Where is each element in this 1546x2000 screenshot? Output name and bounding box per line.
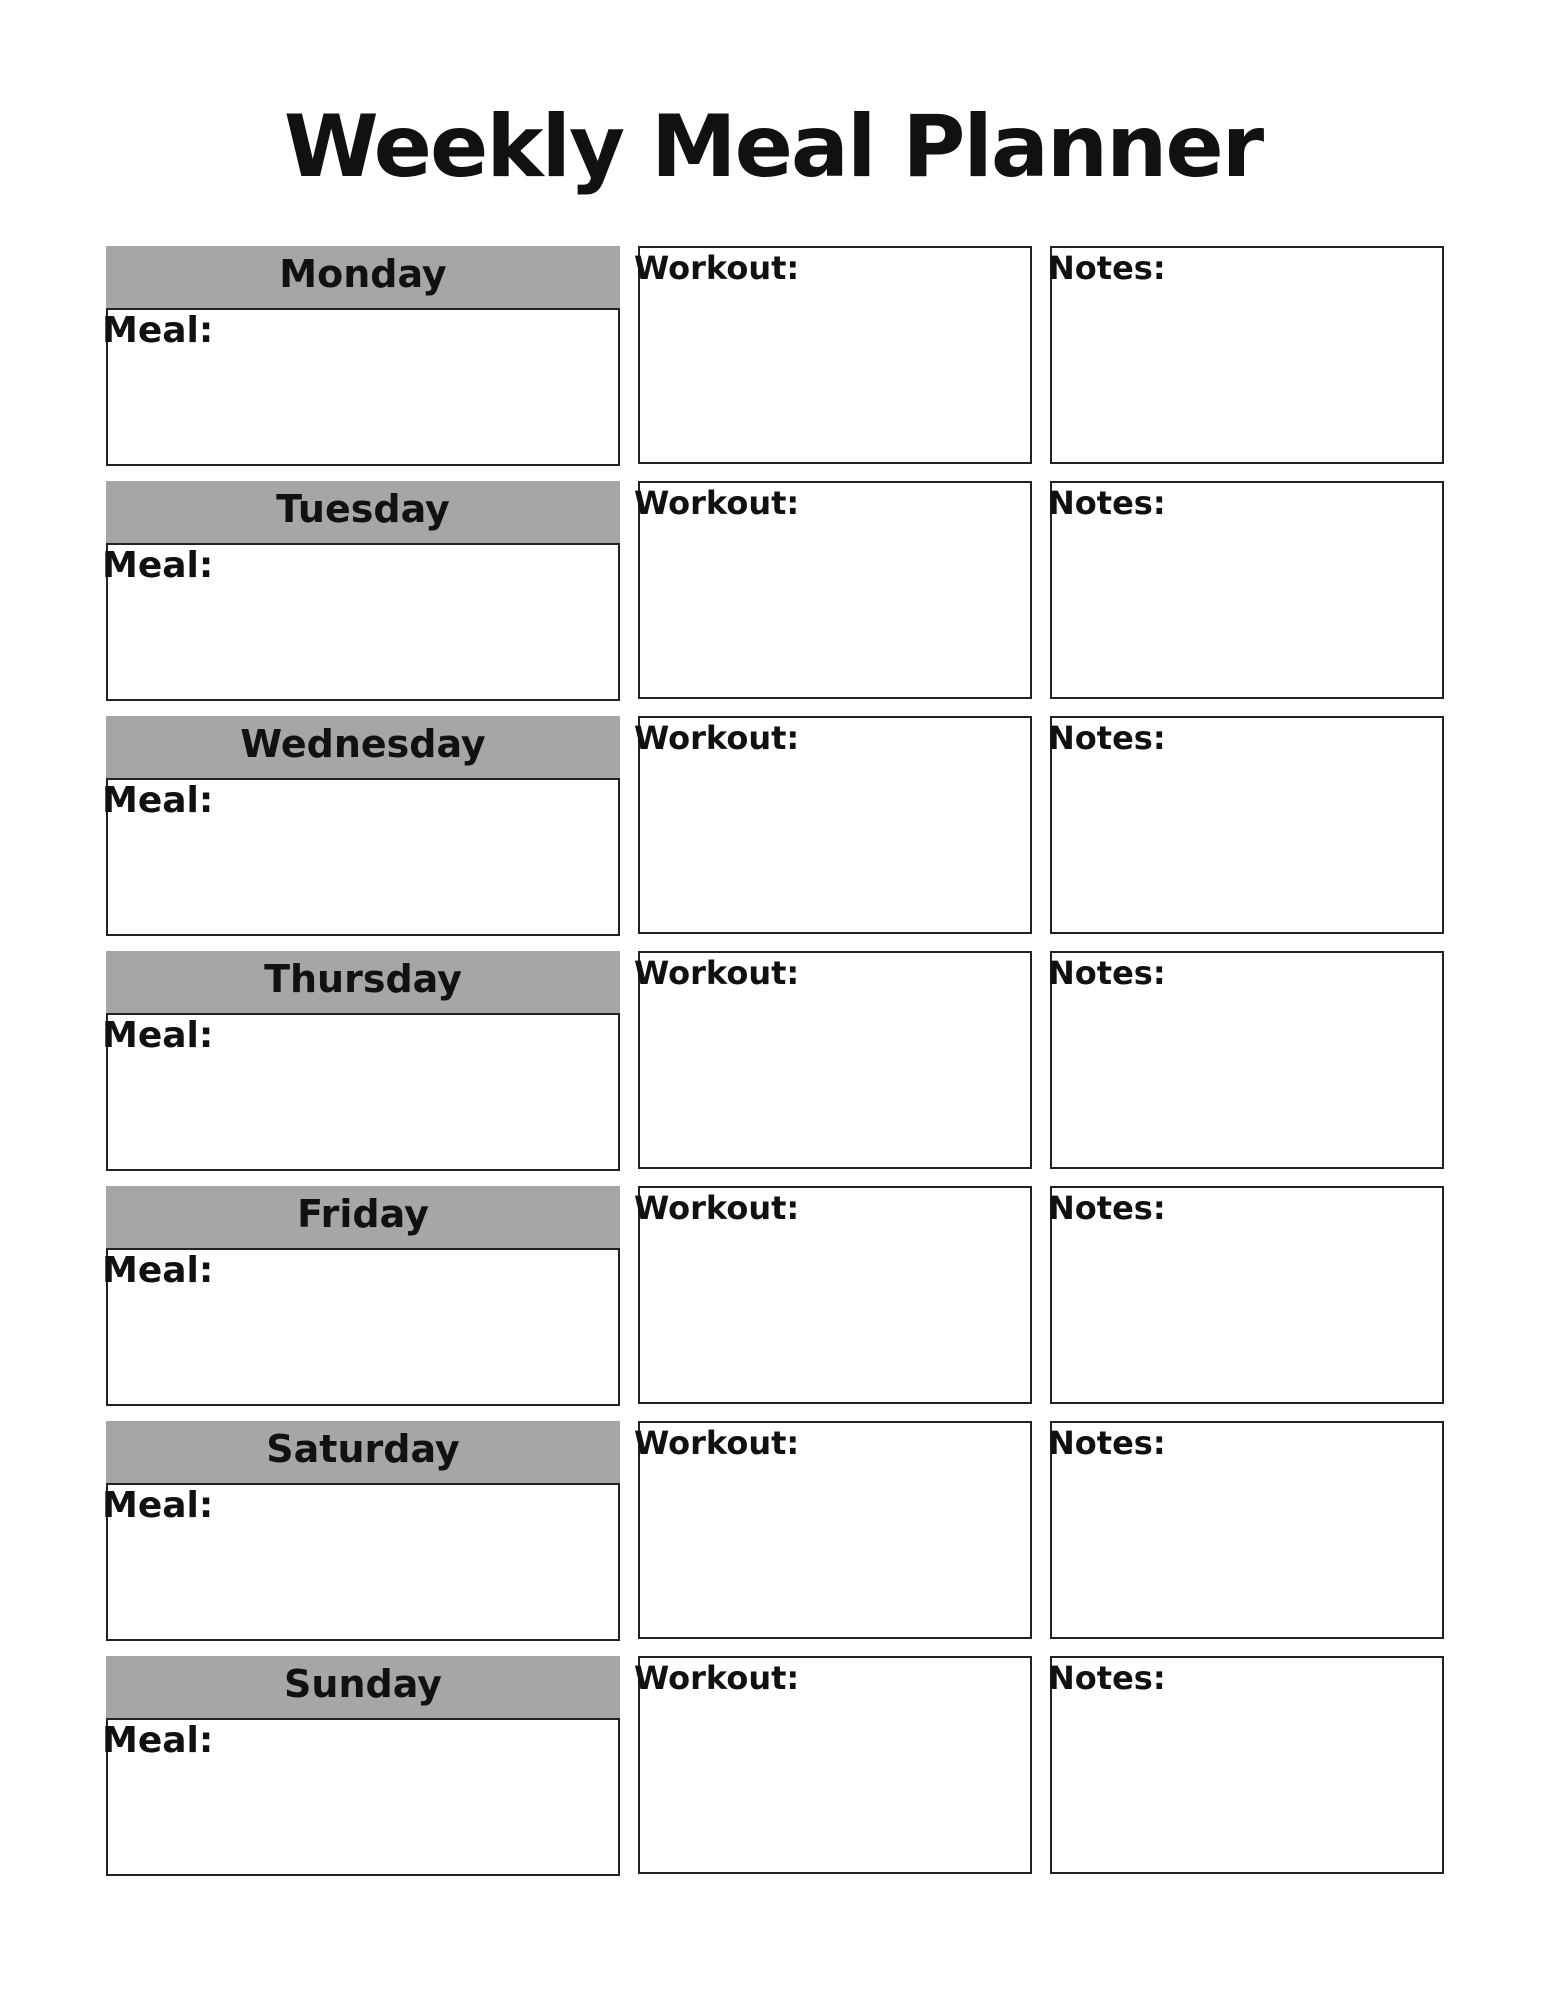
day-header: Sunday: [106, 1656, 620, 1718]
notes-label: Notes:: [1048, 1424, 1166, 1462]
meal-label: Meal:: [102, 545, 214, 586]
day-row-monday: [0, 246, 1546, 466]
day-header: Monday: [106, 246, 620, 308]
day-row-friday: [0, 1186, 1546, 1406]
workout-label: Workout:: [634, 1659, 800, 1697]
day-row-thursday: [0, 951, 1546, 1171]
meal-label: Meal:: [102, 1015, 214, 1056]
meal-label: Meal:: [102, 1485, 214, 1526]
workout-label: Workout:: [634, 1189, 800, 1227]
meal-label: Meal:: [102, 780, 214, 821]
workout-label: Workout:: [634, 719, 800, 757]
day-header: Saturday: [106, 1421, 620, 1483]
day-row-wednesday: [0, 716, 1546, 936]
day-header: Tuesday: [106, 481, 620, 543]
notes-label: Notes:: [1048, 1659, 1166, 1697]
workout-label: Workout:: [634, 484, 800, 522]
meal-label: Meal:: [102, 1720, 214, 1761]
day-header: Friday: [106, 1186, 620, 1248]
workout-label: Workout:: [634, 1424, 800, 1462]
meal-label: Meal:: [102, 310, 214, 351]
day-row-tuesday: [0, 481, 1546, 701]
notes-label: Notes:: [1048, 719, 1166, 757]
day-header: Wednesday: [106, 716, 620, 778]
workout-label: Workout:: [634, 954, 800, 992]
page-title: Weekly Meal Planner: [283, 97, 1263, 197]
meal-label: Meal:: [102, 1250, 214, 1291]
notes-label: Notes:: [1048, 484, 1166, 522]
day-header: Thursday: [106, 951, 620, 1013]
notes-label: Notes:: [1048, 1189, 1166, 1227]
notes-label: Notes:: [1048, 954, 1166, 992]
day-row-sunday: [0, 1656, 1546, 1876]
workout-label: Workout:: [634, 249, 800, 287]
day-row-saturday: [0, 1421, 1546, 1641]
notes-label: Notes:: [1048, 249, 1166, 287]
